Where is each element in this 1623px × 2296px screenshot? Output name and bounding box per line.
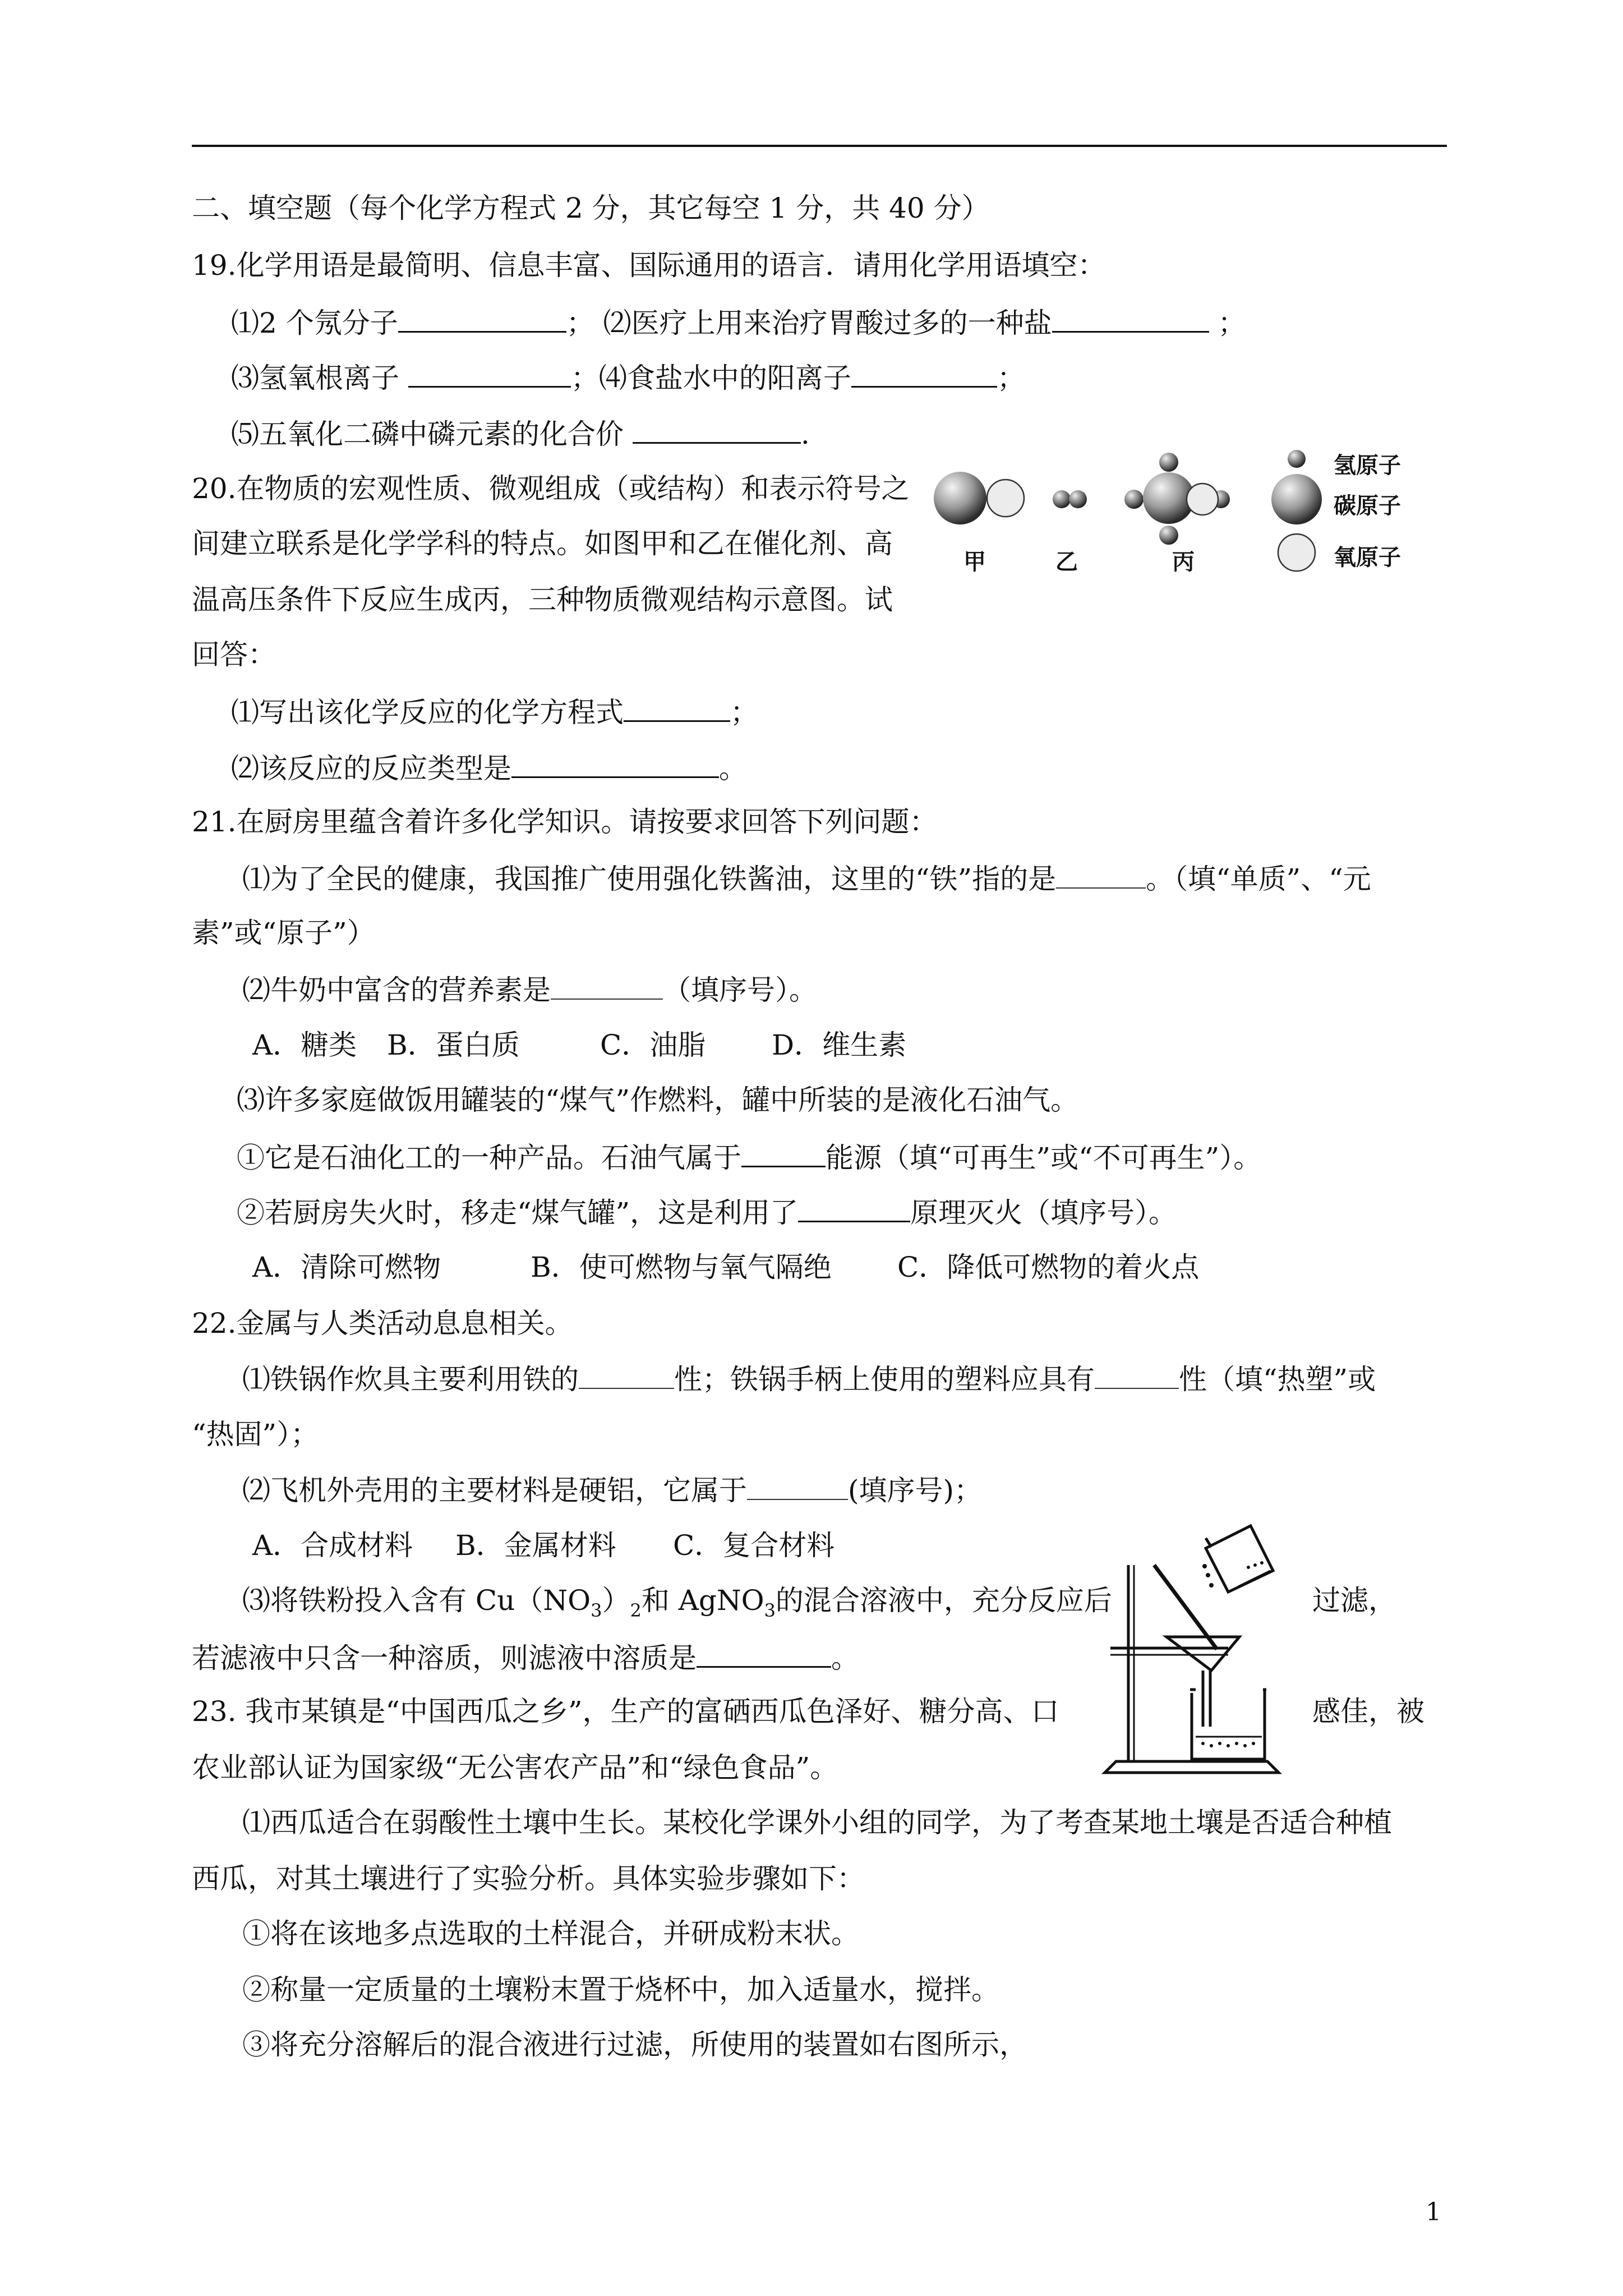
- q23-part1-cont: 西瓜，对其土壤进行了实验分析。具体实验步骤如下：: [192, 1862, 865, 1895]
- q23-step2: ②称量一定质量的土壤粉末置于烧杯中，加入适量水，搅拌。: [242, 1973, 999, 2006]
- answer-blank[interactable]: [798, 1193, 910, 1222]
- answer-blank[interactable]: [398, 303, 566, 333]
- q22-part3-end: 过滤，: [1312, 1584, 1396, 1617]
- q22-opt-c: C．复合材料: [673, 1529, 835, 1562]
- molecule-jia: [934, 472, 1024, 524]
- q22-part1-cont: “热固”）；: [192, 1418, 319, 1451]
- oxygen-atom: [1187, 484, 1218, 515]
- answer-blank[interactable]: [579, 1360, 674, 1389]
- q19-stem: 19.化学用语是最简明、信息丰富、国际通用的语言．请用化学用语填空：: [192, 249, 1106, 282]
- q22-part3: ⑶将铁粉投入含有 $Cu(NO_3)_2$和 AgNO$_3$的混合溶液中，充分反应后: [242, 1584, 1112, 1621]
- q23-step1: ①将在该地多点选取的土样混合，并研成粉末状。: [242, 1917, 859, 1950]
- label-jia: 甲: [963, 549, 986, 575]
- molecule-diagram: [931, 443, 1436, 578]
- q19-line3: ⑸五氧化二磷中磷元素的化合价 .: [231, 414, 810, 453]
- hydrogen-atom: [1159, 526, 1178, 545]
- section-title: 二、填空题（每个化学方程式 2 分，其它每空 1 分，共 40 分）: [192, 192, 990, 224]
- q22-part4: 若滤液中只含一种溶质，则滤液中溶质是 。: [192, 1638, 859, 1677]
- q21-opt3-b: B．使可燃物与氧气隔绝: [531, 1251, 832, 1283]
- q21-opt-d: D．维生素: [772, 1029, 907, 1061]
- molecule-bing: [1124, 453, 1230, 545]
- q21-part2: ⑵牛奶中富含的营养素是 （填序号）。: [242, 970, 817, 1009]
- header-rule: [192, 145, 1447, 147]
- q22-part2: ⑵飞机外壳用的主要材料是硬铝，它属于 (填序号)；: [242, 1471, 982, 1509]
- legend-oxygen-label: 氧原子: [1334, 545, 1401, 570]
- carbon-atom: [934, 472, 986, 524]
- q21-stem: 21.在厨房里蕴含着许多化学知识。请按要求回答下列问题：: [192, 806, 938, 838]
- q20-part2: ⑵该反应的反应类型是 。: [231, 748, 747, 787]
- q20-line3: 温高压条件下反应生成丙，三种物质微观结构示意图。试: [192, 583, 893, 616]
- q21-part3: ⑶许多家庭做饭用罐装的“煤气”作燃料，罐中所装的是液化石油气。: [237, 1084, 1079, 1116]
- q19-line2: ⑶氢氧根离子 ；⑷食盐水中的阳离子 ；: [231, 358, 1025, 397]
- q21-sub1: ①它是石油化工的一种产品。石油气属于 能源（填“可再生”或“不可再生”）。: [237, 1138, 1261, 1176]
- answer-blank[interactable]: [408, 358, 571, 388]
- q21-opt-c: C．油脂: [600, 1029, 706, 1061]
- q23-line2: 农业部认证为国家级“无公害农产品”和“绿色食品”。: [192, 1751, 838, 1784]
- q22-opt-a: A．合成材料: [252, 1529, 413, 1562]
- answer-blank[interactable]: [1052, 303, 1209, 333]
- q23-line1: 23. 我市某镇是“中国西瓜之乡”，生产的富硒西瓜色泽好、糖分高、口: [192, 1695, 1059, 1728]
- legend-oxygen-icon: [1278, 534, 1315, 571]
- molecule-yi: [1053, 490, 1087, 508]
- answer-blank[interactable]: [551, 970, 663, 1000]
- q22-opt-b: B．金属材料: [455, 1529, 616, 1562]
- page-number: 1: [1426, 2198, 1441, 2226]
- hydrogen-atom: [1159, 453, 1178, 472]
- filtration-apparatus-figure: [1099, 1509, 1301, 1778]
- answer-blank[interactable]: [741, 1138, 826, 1167]
- q21-opt3-a: A．清除可燃物: [252, 1251, 441, 1283]
- hydrogen-atom: [1124, 490, 1144, 509]
- legend-hydrogen-icon: [1288, 450, 1306, 468]
- q20-line2: 间建立联系是化学学科的特点。如图甲和乙在催化剂、高: [192, 527, 893, 560]
- answer-blank[interactable]: [1056, 859, 1146, 889]
- q21-opt3-c: C．降低可燃物的着火点: [897, 1251, 1200, 1283]
- legend-hydrogen-label: 氢原子: [1334, 453, 1401, 478]
- legend-carbon-label: 碳原子: [1334, 493, 1401, 519]
- q21-part1: ⑴为了全民的健康，我国推广使用强化铁酱油，这里的“铁”指的是 。（填“单质”、“元: [242, 859, 1371, 898]
- q22-part1: ⑴铁锅作炊具主要利用铁的 性；铁锅手柄上使用的塑料应具有 性（填“热塑”或: [242, 1360, 1376, 1398]
- label-yi: 乙: [1055, 549, 1078, 575]
- q20-line1: 20.在物质的宏观性质、微观组成（或结构）和表示符号之: [192, 472, 910, 505]
- answer-blank[interactable]: [747, 1471, 848, 1500]
- legend-carbon-icon: [1271, 474, 1322, 524]
- q23-line1-end: 感佳，被: [1312, 1695, 1424, 1728]
- answer-blank[interactable]: [633, 414, 801, 444]
- answer-blank[interactable]: [624, 692, 730, 722]
- q21-sub2: ②若厨房失火时，移走“煤气罐”，这是利用了 原理灭火（填序号）。: [237, 1193, 1177, 1231]
- label-bing: 丙: [1172, 549, 1195, 575]
- q21-opt-b: B．蛋白质: [387, 1029, 520, 1061]
- q23-part1: ⑴西瓜适合在弱酸性土壤中生长。某校化学课外小组的同学，为了考查某地土壤是否适合种植: [242, 1806, 1392, 1839]
- q20-part1: ⑴写出该化学反应的化学方程式 ；: [231, 692, 758, 731]
- answer-blank[interactable]: [851, 358, 997, 388]
- q20-line4: 回答：: [192, 638, 276, 671]
- hydrogen-atom: [1053, 490, 1071, 508]
- filtration-svg: [1099, 1509, 1301, 1778]
- oxygen-atom: [987, 480, 1024, 517]
- answer-blank[interactable]: [1095, 1360, 1179, 1389]
- q23-step3: ③将充分溶解后的混合液进行过滤，所使用的装置如右图所示，: [242, 2028, 1027, 2061]
- answer-blank[interactable]: [697, 1638, 831, 1668]
- q21-part1-cont: 素”或“原子”）: [192, 917, 375, 949]
- hydrogen-atom: [1069, 490, 1087, 508]
- q22-stem: 22.金属与人类活动息息相关。: [192, 1307, 573, 1340]
- q19-line1: ⑴2 个氖分子 ； ⑵医疗上用来治疗胃酸过多的一种盐 ；: [231, 303, 1246, 342]
- answer-blank[interactable]: [511, 748, 719, 778]
- q21-opt-a: A．糖类: [252, 1029, 357, 1061]
